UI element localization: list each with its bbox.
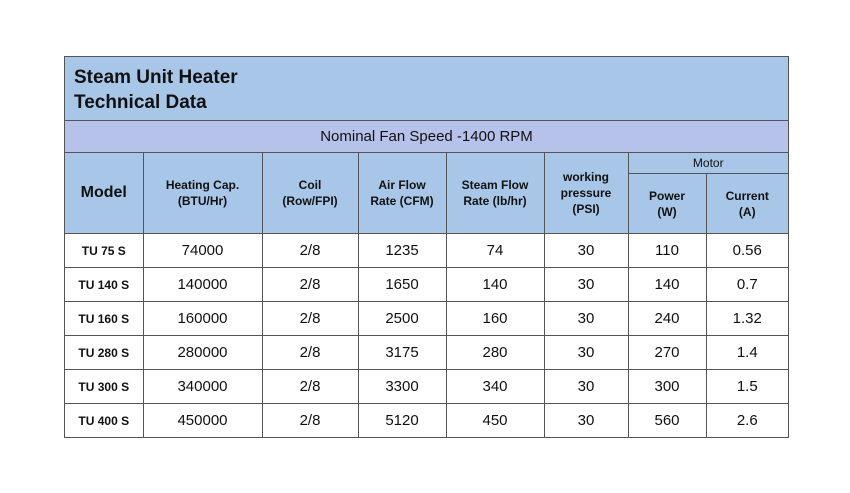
cell-model: TU 400 S	[65, 404, 143, 438]
cell-steam: 160	[446, 302, 544, 336]
cell-pressure: 30	[544, 268, 628, 302]
cell-coil: 2/8	[262, 404, 358, 438]
cell-power: 300	[628, 370, 706, 404]
fan-speed-subtitle: Nominal Fan Speed -1400 RPM	[65, 121, 788, 153]
cell-heating: 74000	[143, 234, 262, 268]
cell-model: TU 140 S	[65, 268, 143, 302]
table-row	[65, 234, 788, 268]
header-coil-unit: (Row/FPI)	[282, 194, 338, 208]
header-current	[706, 174, 788, 234]
header-power-label: Power	[648, 188, 685, 203]
cell-current: 1.5	[706, 370, 788, 404]
cell-pressure: 30	[544, 404, 628, 438]
header-working-pressure-line2: pressure	[560, 186, 612, 200]
header-heating-cap	[143, 153, 262, 234]
header-current-label: Current	[725, 188, 769, 203]
cell-model: TU 160 S	[65, 302, 143, 336]
cell-power: 140	[628, 268, 706, 302]
title-line-1: Steam Unit Heater	[74, 67, 238, 88]
cell-steam: 140	[446, 268, 544, 302]
header-steam-flow	[446, 153, 544, 234]
header-working-pressure-unit: (PSI)	[572, 202, 600, 216]
cell-current: 1.32	[706, 302, 788, 336]
cell-coil: 2/8	[262, 234, 358, 268]
header-steam-flow-label: Steam Flow	[461, 178, 529, 192]
cell-power: 110	[628, 234, 706, 268]
header-motor: Motor	[628, 153, 788, 174]
cell-model: TU 300 S	[65, 370, 143, 404]
cell-coil: 2/8	[262, 268, 358, 302]
cell-current: 1.4	[706, 336, 788, 370]
header-current-unit: (A)	[738, 204, 756, 219]
header-power-unit: (W)	[657, 204, 677, 219]
header-power	[628, 174, 706, 234]
cell-pressure: 30	[544, 336, 628, 370]
cell-heating: 280000	[143, 336, 262, 370]
cell-air: 1650	[358, 268, 446, 302]
header-working-pressure-line1: working	[562, 170, 609, 184]
cell-current: 2.6	[706, 404, 788, 438]
header-air-flow-unit: Rate (CFM)	[370, 194, 434, 208]
cell-current: 0.56	[706, 234, 788, 268]
data-table	[65, 153, 788, 437]
cell-air: 5120	[358, 404, 446, 438]
title-line-2: Technical Data	[74, 92, 207, 113]
title-block	[65, 57, 788, 121]
header-coil-label: Coil	[298, 178, 322, 192]
cell-steam: 280	[446, 336, 544, 370]
cell-steam: 450	[446, 404, 544, 438]
technical-data-table	[64, 56, 789, 438]
cell-heating: 160000	[143, 302, 262, 336]
header-heating-cap-label: Heating Cap.	[165, 178, 240, 192]
cell-model: TU 75 S	[65, 234, 143, 268]
header-coil	[262, 153, 358, 234]
header-heating-cap-unit: (BTU/Hr)	[177, 194, 228, 208]
header-air-flow	[358, 153, 446, 234]
cell-air: 3300	[358, 370, 446, 404]
cell-heating: 140000	[143, 268, 262, 302]
cell-heating: 340000	[143, 370, 262, 404]
header-working-pressure	[544, 153, 628, 234]
table-row	[65, 268, 788, 302]
table-row	[65, 336, 788, 370]
table-row	[65, 404, 788, 438]
cell-steam: 340	[446, 370, 544, 404]
cell-model: TU 280 S	[65, 336, 143, 370]
cell-coil: 2/8	[262, 370, 358, 404]
cell-pressure: 30	[544, 234, 628, 268]
table-row	[65, 302, 788, 336]
cell-steam: 74	[446, 234, 544, 268]
cell-power: 270	[628, 336, 706, 370]
table-row	[65, 370, 788, 404]
cell-heating: 450000	[143, 404, 262, 438]
cell-pressure: 30	[544, 302, 628, 336]
header-steam-flow-unit: Rate (lb/hr)	[463, 194, 527, 208]
cell-pressure: 30	[544, 370, 628, 404]
header-model: Model	[65, 153, 143, 234]
cell-air: 2500	[358, 302, 446, 336]
cell-air: 3175	[358, 336, 446, 370]
cell-coil: 2/8	[262, 336, 358, 370]
cell-current: 0.7	[706, 268, 788, 302]
cell-coil: 2/8	[262, 302, 358, 336]
cell-power: 560	[628, 404, 706, 438]
cell-power: 240	[628, 302, 706, 336]
cell-air: 1235	[358, 234, 446, 268]
header-air-flow-label: Air Flow	[378, 178, 426, 192]
